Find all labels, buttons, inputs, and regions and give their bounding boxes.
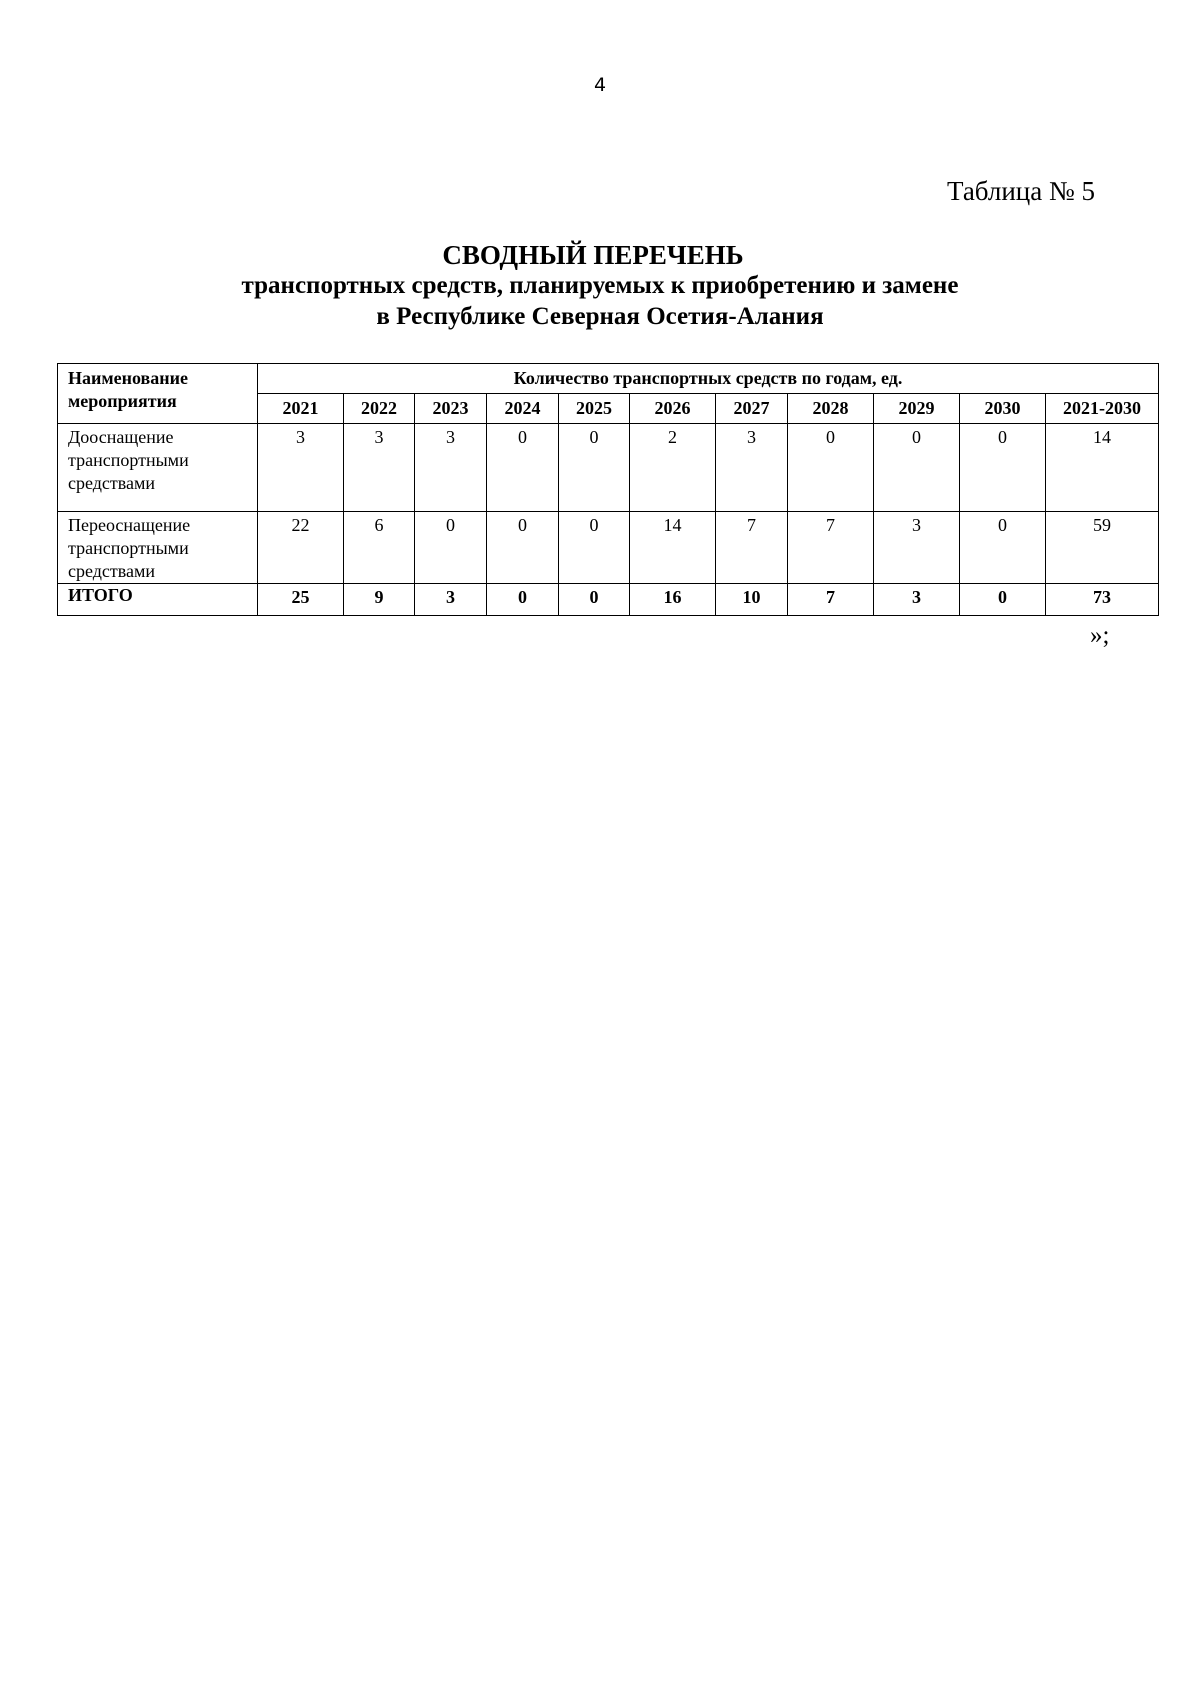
value-cell: 0 [487, 424, 559, 512]
header-year-cell: 2029 [874, 394, 960, 424]
value-cell: 0 [487, 512, 559, 584]
value-cell: 0 [415, 512, 487, 584]
total-value-cell: 3 [874, 584, 960, 616]
table-header-row [58, 364, 1159, 394]
header-name-cell: Наименование мероприятия [58, 364, 258, 424]
value-cell: 7 [788, 512, 874, 584]
total-value-cell: 9 [344, 584, 415, 616]
row-total-cell: 14 [1046, 424, 1159, 512]
title-subtitle-line-2: в Республике Северная Осетия-Алания [376, 303, 824, 330]
value-cell: 14 [630, 512, 716, 584]
table-total-row [58, 584, 1159, 616]
header-year-cell: 2030 [960, 394, 1046, 424]
header-year-cell: 2025 [559, 394, 630, 424]
value-cell: 6 [344, 512, 415, 584]
document-title [0, 240, 1200, 332]
row-total-cell: 59 [1046, 512, 1159, 584]
header-group-cell: Количество транспортных средств по годам, ед. [258, 364, 1159, 394]
total-value-cell: 25 [258, 584, 344, 616]
header-year-cell: 2021 [258, 394, 344, 424]
row-name-cell: Дооснащение транспортными средствами [58, 424, 258, 512]
value-cell: 3 [258, 424, 344, 512]
header-year-cell: 2026 [630, 394, 716, 424]
total-label-cell: ИТОГО [58, 584, 258, 616]
page-number: 4 [593, 74, 607, 96]
header-year-cell: 2022 [344, 394, 415, 424]
value-cell: 0 [559, 424, 630, 512]
total-value-cell: 7 [788, 584, 874, 616]
header-year-cell: 2023 [415, 394, 487, 424]
total-value-cell: 0 [960, 584, 1046, 616]
total-value-cell: 16 [630, 584, 716, 616]
value-cell: 3 [874, 512, 960, 584]
header-year-cell: 2028 [788, 394, 874, 424]
header-total-period-cell: 2021-2030 [1046, 394, 1159, 424]
header-year-cell: 2027 [716, 394, 788, 424]
title-subtitle-line-1: транспортных средств, планируемых к приобретению и замене [241, 272, 959, 299]
value-cell: 22 [258, 512, 344, 584]
value-cell: 0 [960, 512, 1046, 584]
value-cell: 0 [788, 424, 874, 512]
total-value-cell: 10 [716, 584, 788, 616]
grand-total-cell: 73 [1046, 584, 1159, 616]
value-cell: 0 [874, 424, 960, 512]
total-value-cell: 3 [415, 584, 487, 616]
total-value-cell: 0 [559, 584, 630, 616]
value-cell: 3 [716, 424, 788, 512]
header-year-cell: 2024 [487, 394, 559, 424]
table-label: Таблица № 5 [947, 176, 1095, 206]
title-main: СВОДНЫЙ ПЕРЕЧЕНЬ [442, 240, 744, 270]
value-cell: 3 [415, 424, 487, 512]
table-row [58, 424, 1159, 512]
row-name-cell: Переоснащение транспортными средствами [58, 512, 258, 584]
table-row [58, 512, 1159, 584]
value-cell: 0 [960, 424, 1046, 512]
total-value-cell: 0 [487, 584, 559, 616]
value-cell: 0 [559, 512, 630, 584]
value-cell: 3 [344, 424, 415, 512]
value-cell: 2 [630, 424, 716, 512]
summary-table [57, 363, 1159, 616]
closing-quote-mark: »; [1090, 622, 1110, 649]
value-cell: 7 [716, 512, 788, 584]
